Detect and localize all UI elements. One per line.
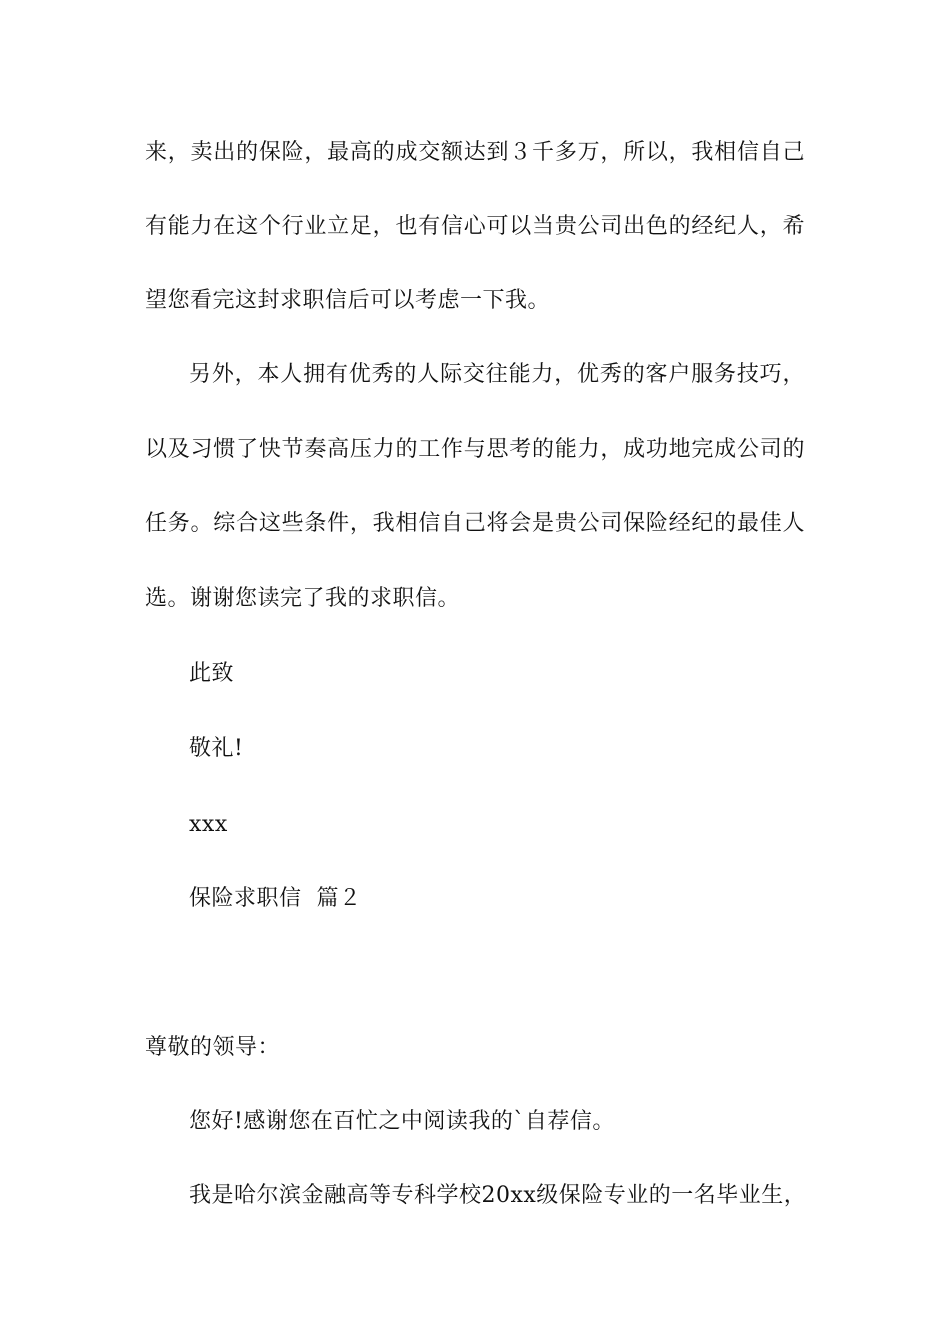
para3-line1: 您好!感谢您在百忙之中阅读我的`自荐信。	[189, 1109, 615, 1134]
salute-phrase: 敬礼!	[189, 736, 244, 761]
para2-line1: 另外，本人拥有优秀的人际交往能力，优秀的客户服务技巧，	[189, 362, 805, 387]
signature: xxx	[189, 812, 228, 837]
para1-line2: 有能力在这个行业立足，也有信心可以当贵公司出色的经纪人，希	[145, 214, 805, 239]
para2-line4: 选。谢谢您读完了我的求职信。	[145, 586, 461, 611]
section-heading: 保险求职信 篇２	[189, 886, 362, 911]
para2-line2: 以及习惯了快节奏高压力的工作与思考的能力，成功地完成公司的	[145, 437, 805, 462]
para2-line3: 任务。综合这些条件，我相信自己将会是贵公司保险经纪的最佳人	[145, 511, 805, 536]
greeting: 尊敬的领导：	[145, 1035, 281, 1060]
para4-line1: 我是哈尔滨金融高等专科学校20xx级保险专业的一名毕业生，	[189, 1183, 807, 1208]
para1-line1: 来，卖出的保险，最高的成交额达到３千多万，所以，我相信自己	[145, 140, 805, 165]
closing-phrase: 此致	[189, 661, 235, 686]
para1-line3: 望您看完这封求职信后可以考虑一下我。	[145, 288, 551, 313]
